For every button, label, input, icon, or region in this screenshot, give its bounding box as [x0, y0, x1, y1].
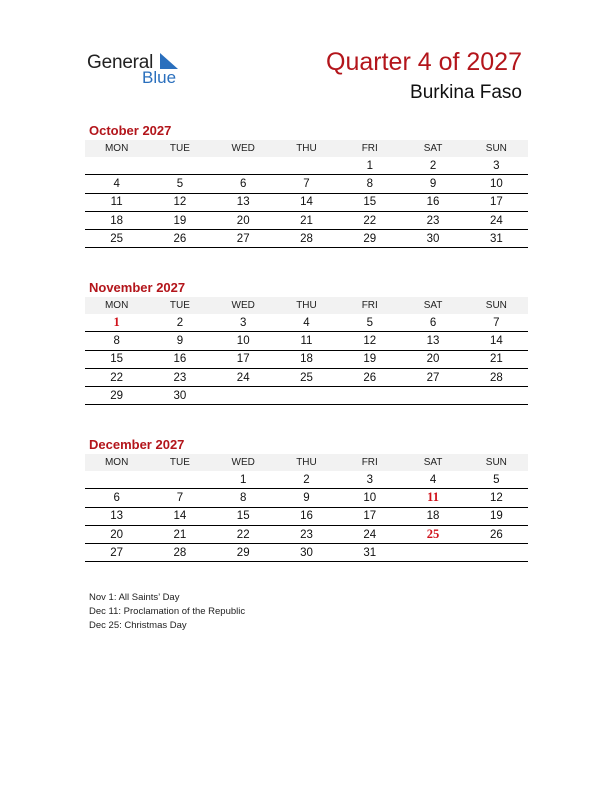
day-cell: 2 [275, 471, 338, 489]
holiday-note: Dec 25: Christmas Day [89, 620, 187, 631]
day-cell: 1 [85, 314, 148, 332]
day-cell: 31 [465, 230, 528, 248]
day-cell: 13 [212, 193, 275, 211]
day-cell: 10 [212, 332, 275, 350]
weekday-header-row [85, 297, 528, 314]
week-row [85, 368, 528, 386]
day-cell: 20 [212, 211, 275, 229]
day-cell: 26 [338, 368, 401, 386]
day-cell: 5 [465, 471, 528, 489]
day-cell: 11 [275, 332, 338, 350]
day-cell: 2 [148, 314, 211, 332]
weekday-header: SAT [401, 140, 464, 157]
weekday-header: TUE [148, 454, 211, 471]
weekday-header-row [85, 140, 528, 157]
day-cell: 15 [338, 193, 401, 211]
month-title: November 2027 [89, 280, 186, 295]
day-cell: 13 [85, 507, 148, 525]
day-cell: 30 [275, 544, 338, 562]
day-cell: 28 [275, 230, 338, 248]
week-row [85, 471, 528, 489]
day-cell: 3 [338, 471, 401, 489]
day-cell: 8 [85, 332, 148, 350]
weekday-header: SUN [465, 454, 528, 471]
day-cell: 11 [401, 489, 464, 507]
empty-day-cell [275, 387, 338, 405]
calendar-table [85, 454, 528, 562]
week-row [85, 525, 528, 543]
empty-day-cell [212, 157, 275, 175]
country-name: Burkina Faso [410, 82, 522, 103]
generalblue-logo [87, 50, 187, 90]
month-october [85, 122, 528, 248]
day-cell: 10 [338, 489, 401, 507]
weekday-header: FRI [338, 297, 401, 314]
day-cell: 6 [85, 489, 148, 507]
week-row [85, 489, 528, 507]
day-cell: 22 [212, 525, 275, 543]
day-cell: 19 [338, 350, 401, 368]
empty-day-cell [85, 157, 148, 175]
weekday-header: TUE [148, 140, 211, 157]
week-row [85, 157, 528, 175]
month-december [85, 436, 528, 562]
week-row [85, 507, 528, 525]
holiday-note: Dec 11: Proclamation of the Republic [89, 606, 246, 617]
day-cell: 2 [401, 157, 464, 175]
day-cell: 28 [148, 544, 211, 562]
day-cell: 21 [275, 211, 338, 229]
weekday-header: THU [275, 140, 338, 157]
day-cell: 14 [275, 193, 338, 211]
day-cell: 10 [465, 175, 528, 193]
day-cell: 24 [338, 525, 401, 543]
day-cell: 21 [465, 350, 528, 368]
day-cell: 30 [401, 230, 464, 248]
empty-day-cell [148, 157, 211, 175]
day-cell: 12 [465, 489, 528, 507]
logo-text-blue: Blue [142, 68, 177, 87]
day-cell: 15 [212, 507, 275, 525]
logo-flag-icon [160, 53, 178, 69]
day-cell: 24 [465, 211, 528, 229]
week-row [85, 314, 528, 332]
day-cell: 14 [465, 332, 528, 350]
empty-day-cell [401, 544, 464, 562]
week-row [85, 387, 528, 405]
week-row [85, 332, 528, 350]
week-row [85, 175, 528, 193]
day-cell: 4 [275, 314, 338, 332]
day-cell: 7 [148, 489, 211, 507]
day-cell: 30 [148, 387, 211, 405]
day-cell: 1 [338, 157, 401, 175]
day-cell: 5 [338, 314, 401, 332]
day-cell: 26 [465, 525, 528, 543]
day-cell: 1 [212, 471, 275, 489]
day-cell: 8 [338, 175, 401, 193]
weekday-header: WED [212, 140, 275, 157]
day-cell: 17 [465, 193, 528, 211]
day-cell: 19 [465, 507, 528, 525]
weekday-header: SAT [401, 297, 464, 314]
day-cell: 24 [212, 368, 275, 386]
weekday-header: MON [85, 454, 148, 471]
day-cell: 15 [85, 350, 148, 368]
calendar-table [85, 297, 528, 405]
day-cell: 18 [275, 350, 338, 368]
weekday-header: SUN [465, 297, 528, 314]
day-cell: 6 [401, 314, 464, 332]
weekday-header: FRI [338, 140, 401, 157]
day-cell: 7 [465, 314, 528, 332]
week-row [85, 230, 528, 248]
day-cell: 18 [401, 507, 464, 525]
weekday-header-row [85, 454, 528, 471]
day-cell: 31 [338, 544, 401, 562]
weekday-header: SAT [401, 454, 464, 471]
day-cell: 29 [338, 230, 401, 248]
weekday-header: THU [275, 297, 338, 314]
day-cell: 16 [275, 507, 338, 525]
day-cell: 20 [401, 350, 464, 368]
day-cell: 20 [85, 525, 148, 543]
day-cell: 16 [148, 350, 211, 368]
day-cell: 29 [212, 544, 275, 562]
weekday-header: THU [275, 454, 338, 471]
day-cell: 22 [85, 368, 148, 386]
empty-day-cell [465, 544, 528, 562]
empty-day-cell [401, 387, 464, 405]
day-cell: 18 [85, 211, 148, 229]
day-cell: 13 [401, 332, 464, 350]
week-row [85, 211, 528, 229]
weekday-header: FRI [338, 454, 401, 471]
day-cell: 26 [148, 230, 211, 248]
day-cell: 27 [85, 544, 148, 562]
week-row [85, 193, 528, 211]
day-cell: 19 [148, 211, 211, 229]
empty-day-cell [148, 471, 211, 489]
day-cell: 25 [275, 368, 338, 386]
page-title: Quarter 4 of 2027 [326, 48, 522, 76]
day-cell: 14 [148, 507, 211, 525]
day-cell: 23 [275, 525, 338, 543]
day-cell: 6 [212, 175, 275, 193]
day-cell: 25 [85, 230, 148, 248]
day-cell: 11 [85, 193, 148, 211]
day-cell: 23 [148, 368, 211, 386]
weekday-header: MON [85, 297, 148, 314]
day-cell: 3 [465, 157, 528, 175]
day-cell: 17 [212, 350, 275, 368]
day-cell: 9 [401, 175, 464, 193]
day-cell: 4 [401, 471, 464, 489]
week-row [85, 350, 528, 368]
day-cell: 27 [212, 230, 275, 248]
day-cell: 21 [148, 525, 211, 543]
day-cell: 8 [212, 489, 275, 507]
day-cell: 9 [275, 489, 338, 507]
day-cell: 3 [212, 314, 275, 332]
empty-day-cell [212, 387, 275, 405]
week-row [85, 544, 528, 562]
empty-day-cell [85, 471, 148, 489]
holiday-note: Nov 1: All Saints’ Day [89, 592, 180, 603]
day-cell: 17 [338, 507, 401, 525]
day-cell: 27 [401, 368, 464, 386]
day-cell: 29 [85, 387, 148, 405]
day-cell: 16 [401, 193, 464, 211]
weekday-header: WED [212, 297, 275, 314]
month-november [85, 279, 528, 405]
empty-day-cell [275, 157, 338, 175]
day-cell: 4 [85, 175, 148, 193]
calendar-table [85, 140, 528, 248]
day-cell: 12 [148, 193, 211, 211]
day-cell: 5 [148, 175, 211, 193]
month-title: December 2027 [89, 437, 185, 452]
day-cell: 28 [465, 368, 528, 386]
holiday-notes [89, 591, 245, 633]
logo-text-general: General [87, 52, 154, 73]
day-cell: 9 [148, 332, 211, 350]
empty-day-cell [465, 387, 528, 405]
month-title: October 2027 [89, 123, 172, 138]
weekday-header: TUE [148, 297, 211, 314]
weekday-header: MON [85, 140, 148, 157]
day-cell: 22 [338, 211, 401, 229]
day-cell: 7 [275, 175, 338, 193]
weekday-header: SUN [465, 140, 528, 157]
day-cell: 25 [401, 525, 464, 543]
weekday-header: WED [212, 454, 275, 471]
day-cell: 23 [401, 211, 464, 229]
empty-day-cell [338, 387, 401, 405]
day-cell: 12 [338, 332, 401, 350]
